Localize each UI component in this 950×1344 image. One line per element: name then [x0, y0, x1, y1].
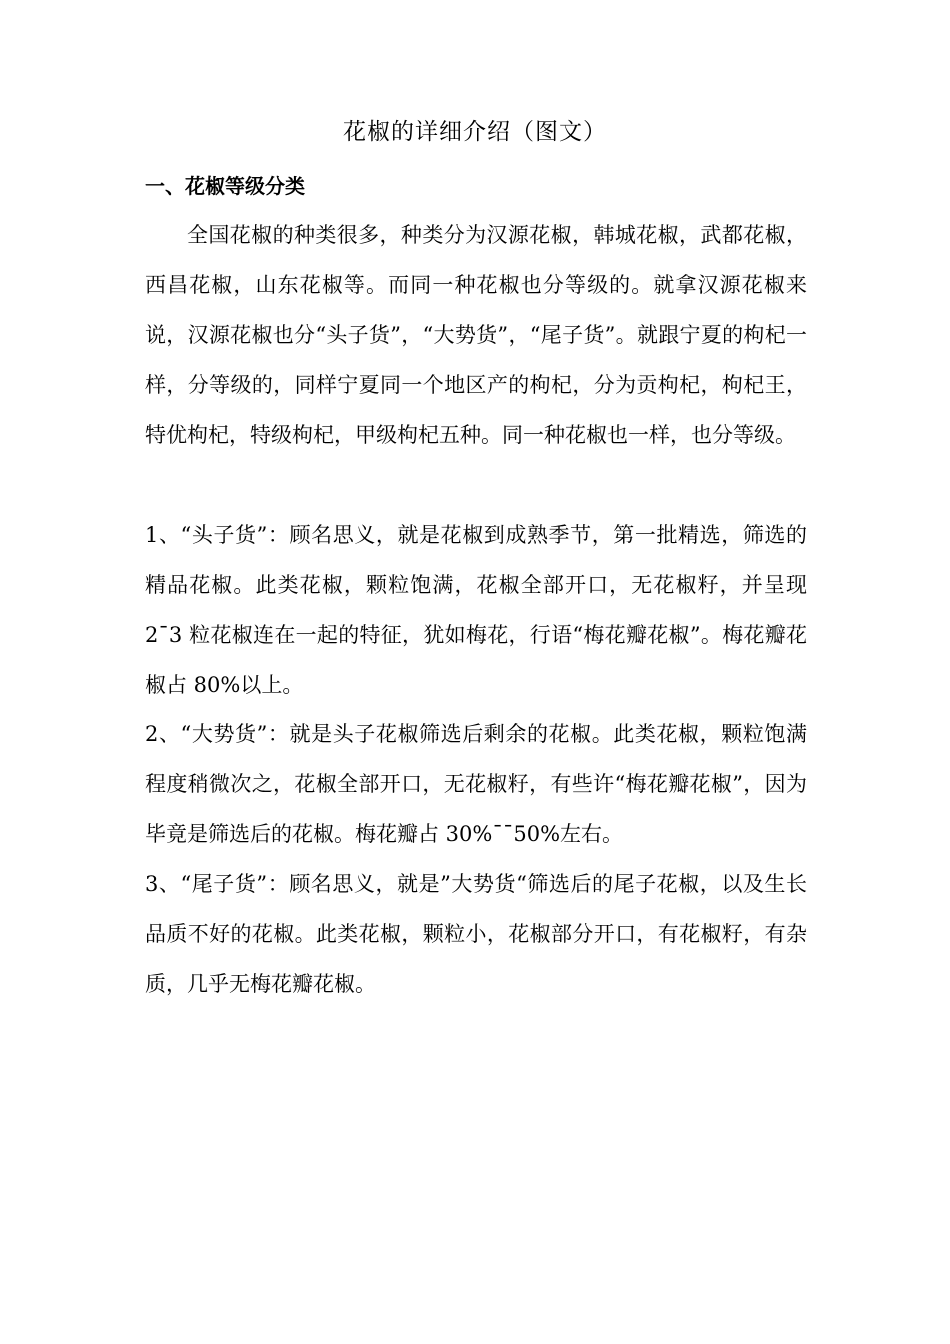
section-heading: 一、花椒等级分类 — [145, 174, 305, 198]
grade-item-weizihuo: 3、“尾子货”：顾名思义，就是”大势货“筛选后的尾子花椒，以及生长品质不好的花椒。此类花椒，颗粒小，花椒部分开口，有花椒籽，有杂质，几乎无梅花瓣花椒。 — [145, 872, 807, 996]
intro-paragraph: 全国花椒的种类很多，种类分为汉源花椒，韩城花椒，武都花椒，西昌花椒，山东花椒等。而同一种花椒也分等级的。就拿汉源花椒来说，汉源花椒也分“头子货”，“大势货”，“尾子货”。就跟宁夏的枸杞一样，分等级的，同样宁夏同一个地区产的枸杞，分为贡枸杞，枸杞王，特优枸杞，特级枸杞，甲级枸杞五种。同一种花椒也一样，也分等级。 — [145, 223, 807, 447]
grade-item-toutzihuo: 1、“头子货”：顾名思义，就是花椒到成熟季节，第一批精选，筛选的精品花椒。此类花椒，颗粒饱满，花椒全部开口，无花椒籽，并呈现 2¯3 粒花椒连在一起的特征，犹如梅花，行语“梅花瓣花椒”。梅花瓣花椒占 80%以上。 — [145, 523, 807, 697]
grade-item-dashihuo: 2、“大势货”：就是头子花椒筛选后剩余的花椒。此类花椒，颗粒饱满程度稍微次之，花椒全部开口，无花椒籽，有些许“梅花瓣花椒”，因为毕竟是筛选后的花椒。梅花瓣占 30%¯¯50%左右。 — [145, 722, 807, 846]
document-title: 花椒的详细介绍（图文） — [343, 119, 607, 145]
